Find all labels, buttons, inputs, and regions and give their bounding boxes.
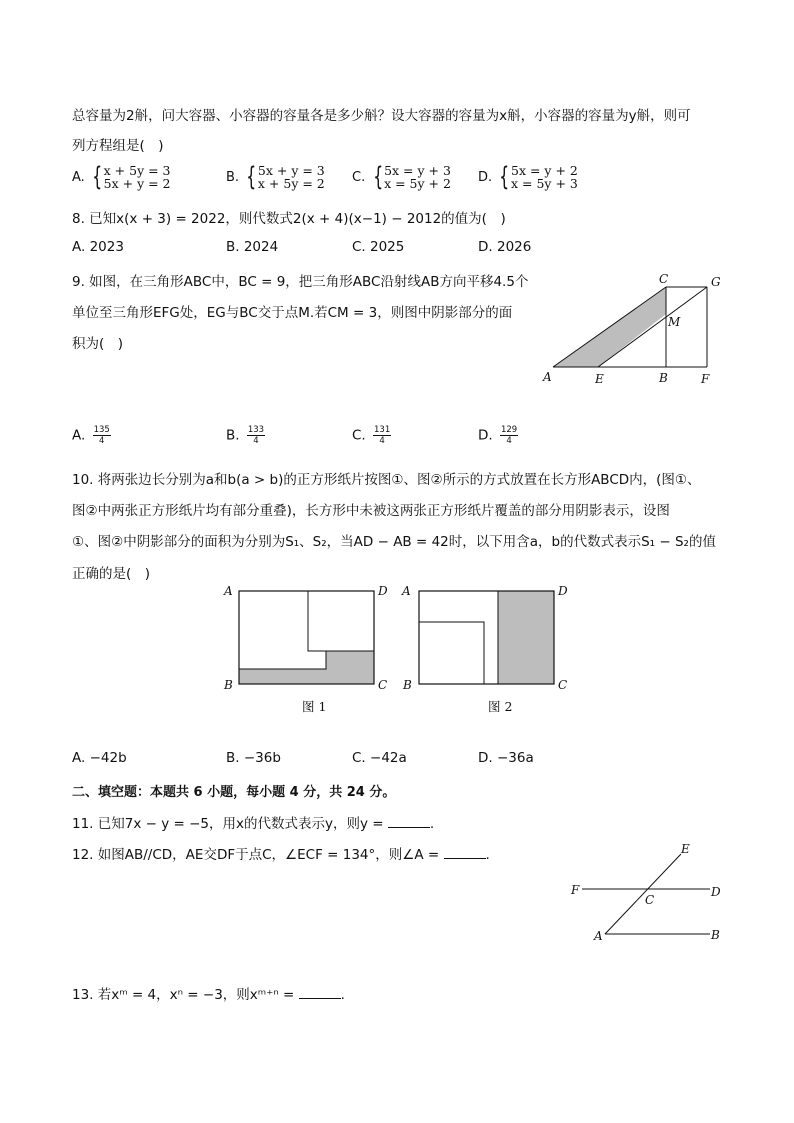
label-g: G [711,275,721,289]
q12: 12. 如图AB//CD，AE交DF于点C，∠ECF = 134°，则∠A = . [72,847,490,863]
q8-option-c[interactable]: C. 2025 [352,239,405,255]
q10-option-a[interactable]: A. −42b [72,750,127,766]
label-b: B [403,678,412,692]
q8-option-d[interactable]: D. 2026 [478,239,532,255]
q9-option-b[interactable]: B. $\frac{133}{4}$ [226,425,265,446]
q7-option-a[interactable] [72,164,171,190]
label-a: A [543,370,552,384]
q7-option-b[interactable] [226,164,325,190]
equation-system: 5x = y + 2 x = 5y + 3 [511,163,578,191]
q13-stem: 13. 若xᵐ = 4，xⁿ = −3，则xᵐ⁺ⁿ = [72,987,299,1003]
label-d: D [378,584,388,598]
brace-icon: { [372,162,383,192]
equation-system: 5x + y = 3 x + 5y = 2 [257,163,325,191]
fraction: $\frac{133}{4}$ [247,425,265,446]
label-b: B [711,928,720,942]
q9-line1: 9. 如图，在三角形ABC中，BC = 9，把三角形ABC沿射线AB方向平移4.5个 [72,274,529,290]
equation-system: 5x = y + 3 x = 5y + 2 [384,163,451,191]
q10-line2: 图②中两张正方形纸片均有部分重叠)，长方形中未被这两张正方形纸片覆盖的部分用阴影表示，设图 [72,503,670,519]
q10-line3: ①、图②中阴影部分的面积为分别为S₁、S₂，当AD − AB = 42时，以下用含a，b的代数式表示S₁ − S₂的值 [72,534,716,550]
label-e: E [681,842,690,856]
q11: 11. 已知7x − y = −5，用x的代数式表示y，则y = . [72,816,435,832]
label-e: E [595,372,604,386]
q7-option-c[interactable] [352,164,451,190]
answer-blank[interactable] [299,986,341,999]
fraction: $\frac{131}{4}$ [374,425,391,446]
q7-line1: 总容量为2斛，问大容器、小容器的容量各是多少斛？设大容器的容量为x斛，小容器的容量为y斛，则可 [72,108,691,124]
label-m: M [668,315,681,329]
q9-line3: 积为( ) [72,336,124,352]
q13: 13. 若xᵐ = 4，xⁿ = −3，则xᵐ⁺ⁿ = . [72,987,345,1003]
q7-option-d[interactable] [478,164,578,190]
brace-icon: { [92,162,103,192]
brace-icon: { [246,162,257,192]
square-b [419,622,484,684]
q8-option-a[interactable]: A. 2023 [72,239,124,255]
label-f: F [571,883,580,897]
figure-caption: 图 2 [488,699,513,714]
q10-line4: 正确的是( ) [72,566,151,582]
q8-stem: 8. 已知x(x + 3) = 2022，则代数式2(x + 4)(x−1) − 2012的值为( ) [72,211,506,227]
option-label: A. [72,170,85,185]
q12-figure [565,838,735,948]
label-f: F [701,372,710,386]
q10-figure-2 [398,580,578,720]
label-a: A [594,929,603,943]
label-a: A [402,584,411,598]
fraction: $\frac{129}{4}$ [500,425,518,446]
q10-option-d[interactable]: D. −36a [478,750,534,766]
q10-figure-1 [218,580,398,720]
q9-option-c[interactable]: C. $\frac{131}{4}$ [352,425,391,446]
square-b [308,591,374,651]
q10-option-b[interactable]: B. −36b [226,750,281,766]
label-a: A [224,584,233,598]
label-d: D [558,584,568,598]
label-c: C [378,678,388,692]
q10-option-c[interactable]: C. −42a [352,750,407,766]
label-d: D [711,885,721,899]
q11-stem: 11. 已知7x − y = −5，用x的代数式表示y，则y = [72,816,388,832]
brace-icon: { [499,162,510,192]
q9-option-d[interactable]: D. $\frac{129}{4}$ [478,425,518,446]
q9-option-a[interactable]: A. $\frac{135}{4}$ [72,425,110,446]
answer-blank[interactable] [444,846,486,859]
q12-stem: 12. 如图AB//CD，AE交DF于点C，∠ECF = 134°，则∠A = [72,847,444,863]
answer-blank[interactable] [388,815,430,828]
label-b: B [224,678,233,692]
fraction: $\frac{135}{4}$ [93,425,110,446]
label-c: C [659,272,669,286]
q9-line2: 单位至三角形EFG处，EG与BC交于点M.若CM = 3，则图中阴影部分的面 [72,305,513,321]
q8-option-b[interactable]: B. 2024 [226,239,279,255]
option-label: C. [352,170,366,185]
option-label: D. [478,170,493,185]
figure-caption: 图 1 [302,699,327,714]
q10-line1: 10. 将两张边长分别为a和b(a > b)的正方形纸片按图①、图②所示的方式放置在长方形ABCD内，(图①、 [72,472,701,488]
q7-line2: 列方程组是( ) [72,138,164,154]
q9-figure [535,268,735,390]
option-label: B. [226,170,240,185]
label-c: C [558,678,568,692]
section-2-title: 二、填空题：本题共 6 小题，每小题 4 分，共 24 分。 [72,785,396,800]
line-ae [605,854,681,934]
equation-system: x + 5y = 3 5x + y = 2 [103,163,171,191]
label-c: C [645,893,655,907]
label-b: B [659,371,668,385]
